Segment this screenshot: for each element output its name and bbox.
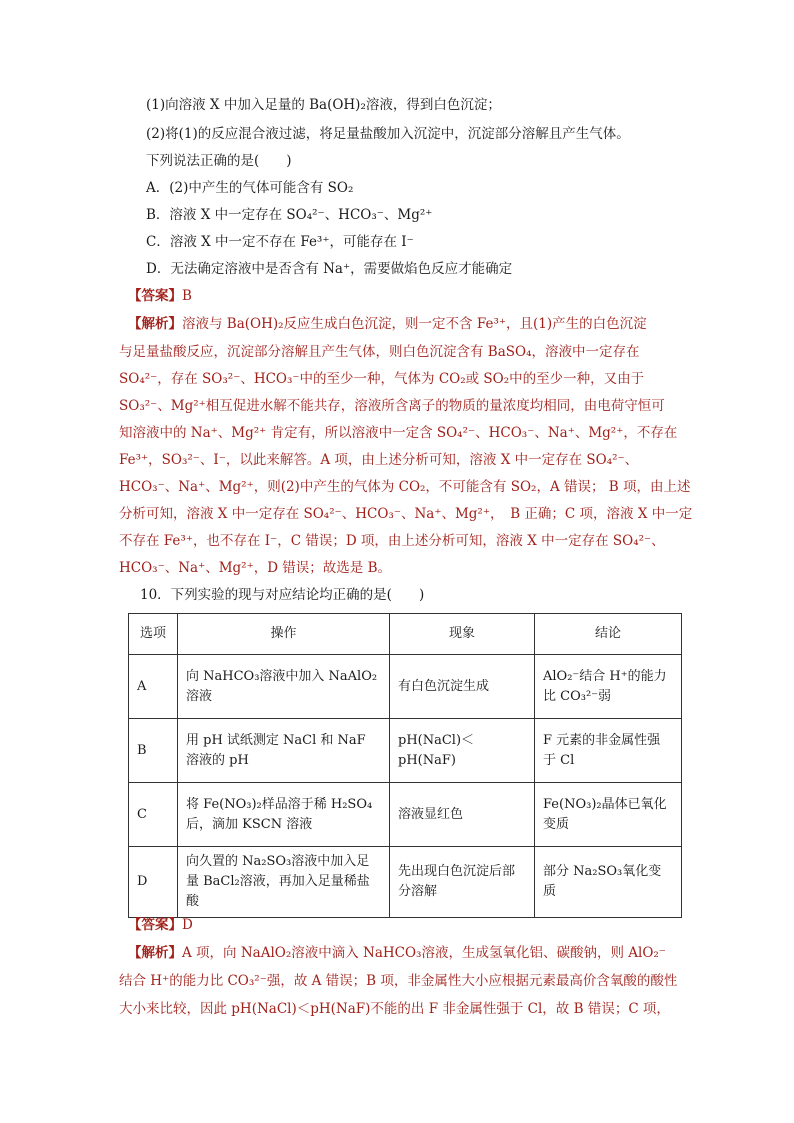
cell-conclusion: 部分 Na₂SO₃氧化变质: [535, 847, 682, 918]
q9-option-a: A．(2)中产生的气体可能含有 SO₂: [146, 180, 354, 196]
q9-step2: (2)将(1)的反应混合液过滤，将足量盐酸加入沉淀中，沉淀部分溶解且产生气体。: [146, 126, 630, 142]
q9-analysis-line-10: HCO₃⁻、Na⁺、Mg²⁺，D 错误；故选是 B。: [119, 560, 392, 576]
q9-analysis-line-7: HCO₃⁻、Na⁺、Mg²⁺，则(2)中产生的气体为 CO₂，不可能含有 SO₂，A 错误； B 项，由上述: [119, 479, 691, 495]
analysis-tag: 【解析】: [128, 945, 182, 961]
cell-conclusion: Fe(NO₃)₂晶体已氧化变质: [535, 783, 682, 847]
q10-analysis-line-2: 结合 H⁺的能力比 CO₃²⁻强，故 A 错误；B 项，非金属性大小应根据元素最高价含氧酸的酸性: [119, 973, 678, 989]
cell-operation: 用 pH 试纸测定 NaCl 和 NaF 溶液的 pH: [178, 719, 390, 783]
q9-analysis-line-3: SO₄²⁻，存在 SO₃²⁻、HCO₃⁻中的至少一种，气体为 CO₂或 SO₂中的至少一种，又由于: [119, 371, 645, 387]
cell-option: C: [129, 783, 178, 847]
table-row: [129, 719, 682, 783]
cell-operation: 将 Fe(NO₃)₂样品溶于稀 H₂SO₄后，滴加 KSCN 溶液: [178, 783, 390, 847]
cell-phenomenon: 溶液显红色: [390, 783, 535, 847]
cell-conclusion: AlO₂⁻结合 H⁺的能力比 CO₃²⁻弱: [535, 655, 682, 719]
cell-phenomenon: pH(NaCl)＜pH(NaF): [390, 719, 535, 783]
q9-answer: [128, 287, 192, 305]
q9-analysis-line-4: SO₃²⁻、Mg²⁺相互促进水解不能共存，溶液所含离子的物质的量浓度均相同，由电荷守恒可: [119, 398, 665, 414]
q9-analysis-line-5: 知溶液中的 Na⁺、Mg²⁺ 肯定有，所以溶液中一定含 SO₄²⁻、HCO₃⁻、Na⁺、Mg²⁺，不存在: [119, 425, 678, 441]
header-conclusion: 结论: [535, 614, 682, 655]
q10-answer: [128, 916, 193, 934]
q10-analysis-line-1: 【解析】A 项，向 NaAlO₂溶液中滴入 NaHCO₃溶液，生成氢氧化铝、碳酸钠，则 AlO₂⁻: [128, 945, 666, 961]
cell-conclusion: F 元素的非金属性强于 Cl: [535, 719, 682, 783]
cell-operation: 向 NaHCO₃溶液中加入 NaAlO₂溶液: [178, 655, 390, 719]
q10-prompt: 10．下列实验的现与对应结论均正确的是( ): [140, 587, 425, 603]
q9-analysis-line-9: 不存在 Fe³⁺，也不存在 I⁻，C 错误；D 项，由上述分析可知，溶液 X 中一定存在 SO₄²⁻、: [119, 533, 665, 549]
q9-analysis-line-8: 分析可知，溶液 X 中一定存在 SO₄²⁻、HCO₃⁻、Na⁺、Mg²⁺， B 正确；C 项，溶液 X 中一定: [119, 506, 693, 522]
cell-option: B: [129, 719, 178, 783]
q9-prompt: 下列说法正确的是( ): [146, 153, 292, 169]
answer-value: B: [182, 288, 192, 304]
analysis-tag: 【解析】: [128, 316, 182, 332]
cell-option: A: [129, 655, 178, 719]
q9-option-c: C．溶液 X 中一定不存在 Fe³⁺，可能存在 I⁻: [146, 234, 414, 250]
header-operation: 操作: [178, 614, 390, 655]
cell-phenomenon: 有白色沉淀生成: [390, 655, 535, 719]
cell-option: D: [129, 847, 178, 918]
answer-value: D: [182, 917, 193, 933]
cell-operation: 向久置的 Na₂SO₃溶液中加入足量 BaCl₂溶液，再加入足量稀盐酸: [178, 847, 390, 918]
table-row: [129, 847, 682, 918]
q9-analysis-line-2: 与足量盐酸反应，沉淀部分溶解且产生气体，则白色沉淀含有 BaSO₄，溶液中一定存在: [119, 344, 640, 360]
q9-option-b: B．溶液 X 中一定存在 SO₄²⁻、HCO₃⁻、Mg²⁺: [146, 207, 433, 223]
q9-step1: (1)向溶液 X 中加入足量的 Ba(OH)₂溶液，得到白色沉淀；: [146, 97, 501, 113]
cell-phenomenon: 先出现白色沉淀后部分溶解: [390, 847, 535, 918]
table-row: [129, 655, 682, 719]
experiment-table: [128, 613, 682, 918]
q10-analysis-line-3: 大小来比较，因此 pH(NaCl)＜pH(NaF)不能的出 F 非金属性强于 Cl，故 B 错误；C 项，: [119, 1001, 670, 1017]
header-phenomenon: 现象: [390, 614, 535, 655]
q9-analysis-line-6: Fe³⁺，SO₃²⁻、I⁻，以此来解答。A 项，由上述分析可知，溶液 X 中一定存在 SO₄²⁻、: [119, 452, 639, 468]
q9-analysis-line-1: 【解析】溶液与 Ba(OH)₂反应生成白色沉淀，则一定不含 Fe³⁺，且(1)产生的白色沉淀: [128, 316, 647, 332]
answer-tag: 【答案】: [128, 917, 182, 933]
header-option: 选项: [129, 614, 178, 655]
q9-option-d: D．无法确定溶液中是否含有 Na⁺，需要做焰色反应才能确定: [146, 261, 513, 277]
table-row: [129, 783, 682, 847]
table-header-row: [129, 614, 682, 655]
answer-tag: 【答案】: [128, 288, 182, 304]
